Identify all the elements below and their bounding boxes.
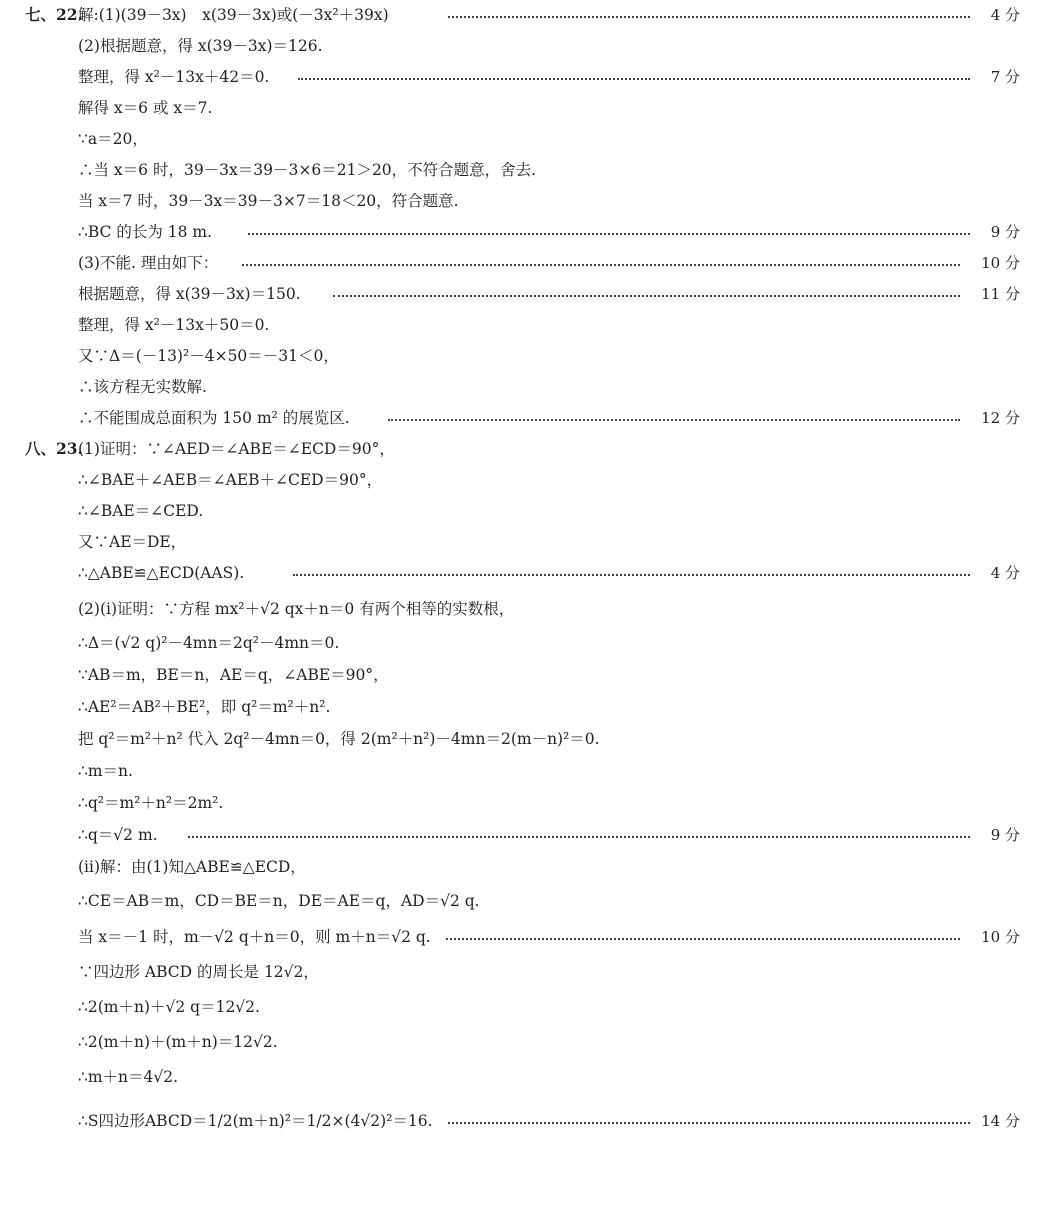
solution-line (0, 628, 1058, 658)
line-text: ∴该方程无实数解. (78, 378, 207, 396)
solution-line (0, 660, 1058, 690)
question-number: 七、22. (25, 5, 83, 24)
score-label: 12 分 (981, 409, 1020, 427)
line-text: 根据题意，得 x(39－3x)＝150. (78, 285, 301, 303)
line-text: (2)(ⅰ)证明：∵方程 mx²＋√2 qx＋n＝0 有两个相等的实数根， (78, 600, 515, 618)
line-text: ∴△ABE≌△ECD(AAS). (78, 564, 245, 582)
line-text: ∴∠BAE＋∠AEB＝∠AEB＋∠CED＝90°， (78, 471, 383, 489)
solution-line (0, 186, 1058, 216)
score-label: 7 分 (990, 68, 1020, 86)
line-text: ∴S四边形ABCD＝1/2(m＋n)²＝1/2×(4√2)²＝16. (78, 1112, 433, 1130)
dot-leader (285, 558, 978, 588)
solution-line (0, 820, 1058, 850)
dot-leader (290, 62, 978, 92)
solution-line (0, 1062, 1058, 1092)
solution-line (0, 341, 1058, 371)
line-text: ∴Δ＝(√2 q)²－4mn＝2q²－4mn＝0. (78, 634, 340, 652)
dot-leader (325, 279, 968, 309)
line-text: ∴m＋n＝4√2. (78, 1068, 179, 1086)
score-label: 9 分 (990, 826, 1020, 844)
solution-line (0, 31, 1058, 61)
score-label: 10 分 (981, 928, 1020, 946)
line-text: (2)根据题意，得 x(39－3x)＝126. (78, 37, 323, 55)
line-text: 又∵Δ＝(－13)²－4×50＝－31＜0， (78, 347, 339, 365)
line-text: 解得 x＝6 或 x＝7. (78, 99, 213, 117)
solution-line (0, 0, 1058, 30)
score-label: 4 分 (990, 564, 1020, 582)
dot-leader (440, 0, 978, 30)
line-text: ∴2(m＋n)＋(m＋n)＝12√2. (78, 1033, 278, 1051)
solution-line (0, 155, 1058, 185)
line-text: ∴q＝√2 m. (78, 826, 158, 844)
solution-line (0, 248, 1058, 278)
solution-line (0, 124, 1058, 154)
solution-line (0, 310, 1058, 340)
solution-line (0, 496, 1058, 526)
line-text: ∴CE＝AB＝m，CD＝BE＝n，DE＝AE＝q，AD＝√2 q. (78, 892, 480, 910)
score-label: 10 分 (981, 254, 1020, 272)
score-label: 9 分 (990, 223, 1020, 241)
line-text: 又∵AE＝DE， (78, 533, 187, 551)
line-text: (1)证明：∵∠AED＝∠ABE＝∠ECD＝90°， (78, 440, 395, 458)
dot-leader (240, 217, 978, 247)
line-text: 整理，得 x²－13x＋42＝0. (78, 68, 270, 86)
solution-line (0, 372, 1058, 402)
solution-line (0, 922, 1058, 952)
solution-line (0, 788, 1058, 818)
dot-leader (380, 403, 968, 433)
solution-line (0, 1027, 1058, 1057)
line-text: 整理，得 x²－13x＋50＝0. (78, 316, 270, 334)
line-text: (3)不能. 理由如下： (78, 254, 219, 272)
line-text: (ⅱ)解：由(1)知△ABE≌△ECD， (78, 858, 306, 876)
score-label: 4 分 (990, 6, 1020, 24)
solution-line (0, 93, 1058, 123)
solution-line (0, 756, 1058, 786)
score-label: 11 分 (981, 285, 1020, 303)
solution-line (0, 1106, 1058, 1136)
solution-line (0, 62, 1058, 92)
line-text: ∴AE²＝AB²＋BE²，即 q²＝m²＋n². (78, 698, 331, 716)
line-text: 解:(1)(39－3x) x(39－3x)或(－3x²＋39x) (78, 6, 389, 24)
line-text: ∴2(m＋n)＋√2 q＝12√2. (78, 998, 260, 1016)
line-text: ∴∠BAE＝∠CED. (78, 502, 204, 520)
solution-line (0, 992, 1058, 1022)
solution-line (0, 434, 1058, 464)
solution-line (0, 724, 1058, 754)
line-text: 把 q²＝m²＋n² 代入 2q²－4mn＝0，得 2(m²＋n²)－4mn＝2(m－n)²＝0. (78, 730, 600, 748)
solution-line (0, 558, 1058, 588)
question-number: 八、23. (25, 439, 83, 458)
line-text: ∴q²＝m²＋n²＝2m². (78, 794, 224, 812)
line-text: 当 x＝7 时，39－3x＝39－3×7＝18＜20，符合题意. (78, 192, 459, 210)
line-text: 当 x＝－1 时，m－√2 q＋n＝0，则 m＋n＝√2 q. (78, 928, 431, 946)
line-text: ∵AB＝m，BE＝n，AE＝q，∠ABE＝90°， (78, 666, 389, 684)
solution-line (0, 957, 1058, 987)
dot-leader (180, 820, 978, 850)
dot-leader (438, 922, 968, 952)
solution-line (0, 279, 1058, 309)
solution-line (0, 217, 1058, 247)
solution-line (0, 527, 1058, 557)
line-text: ∴不能围成总面积为 150 m² 的展览区. (78, 409, 350, 427)
line-text: ∵四边形 ABCD 的周长是 12√2， (78, 963, 319, 981)
solution-line (0, 594, 1058, 624)
line-text: ∴BC 的长为 18 m. (78, 223, 213, 241)
dot-leader (440, 1106, 978, 1136)
solution-line (0, 886, 1058, 916)
solution-line (0, 403, 1058, 433)
solution-line (0, 692, 1058, 722)
dot-leader (234, 248, 968, 278)
line-text: ∵a＝20， (78, 130, 148, 148)
solution-line (0, 852, 1058, 882)
line-text: ∴当 x＝6 时，39－3x＝39－3×6＝21＞20，不符合题意，舍去. (78, 161, 537, 179)
solution-line (0, 465, 1058, 495)
line-text: ∴m＝n. (78, 762, 133, 780)
score-label: 14 分 (981, 1112, 1020, 1130)
